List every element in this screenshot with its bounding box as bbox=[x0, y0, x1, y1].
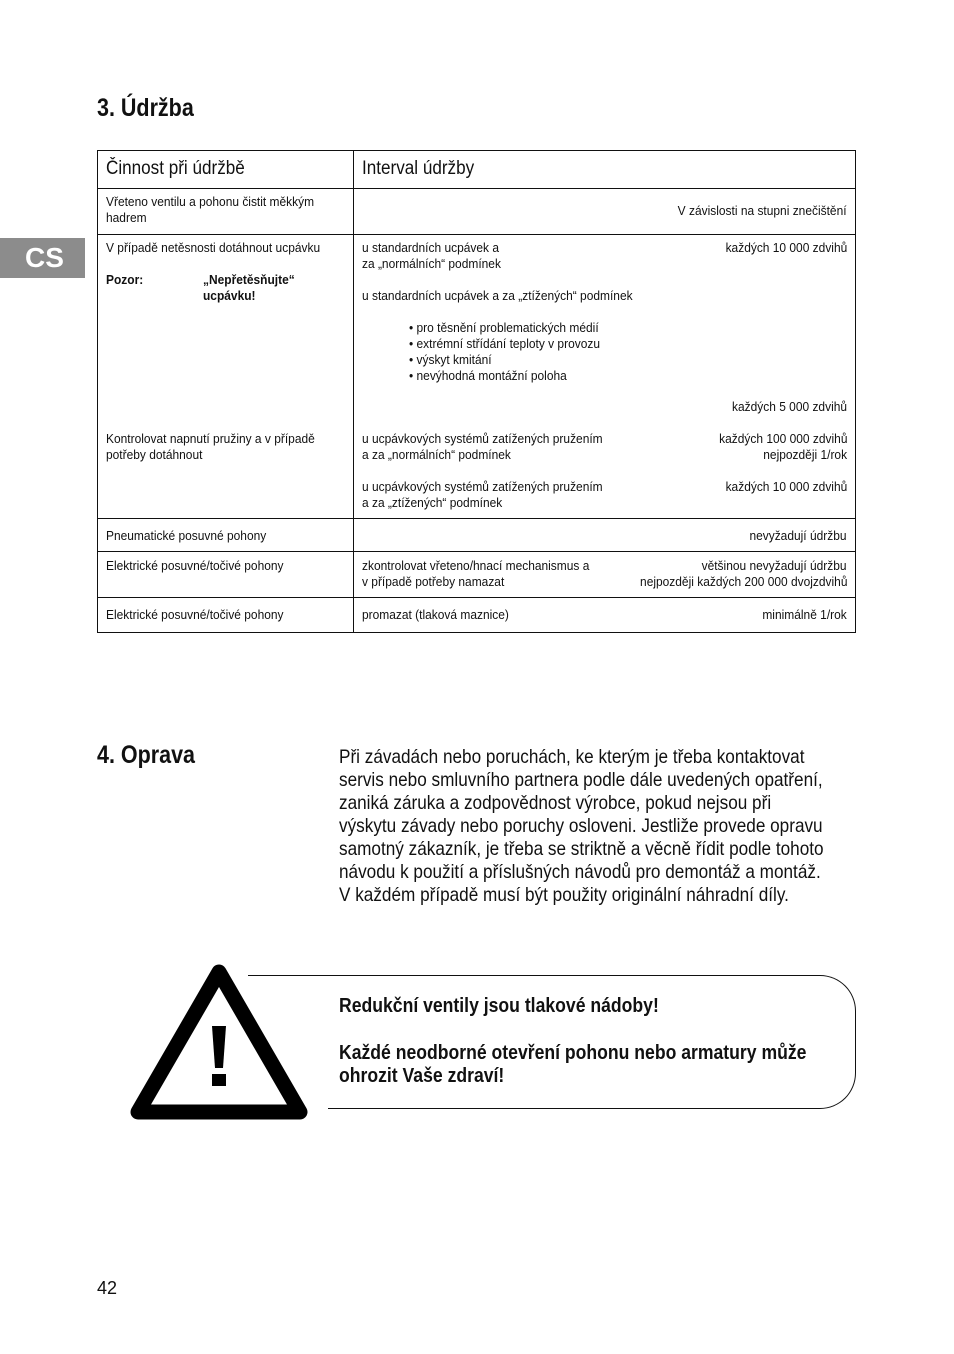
table-cell: u standardních ucpávek a bbox=[362, 240, 499, 255]
table-cell: Vřeteno ventilu a pohonu čistit měkkým bbox=[106, 194, 315, 209]
table-cell: Pneumatické posuvné pohony bbox=[106, 528, 267, 543]
table-cell: minimálně 1/rok bbox=[762, 607, 847, 622]
table-cell: nejpozději každých 200 000 dvojzdvihů bbox=[639, 574, 847, 589]
language-tab: CS bbox=[0, 238, 85, 278]
table-cell: nejpozději 1/rok bbox=[763, 447, 847, 462]
table-cell: zkontrolovat vřeteno/hnací mechanismus a bbox=[362, 558, 590, 573]
paragraph-line: servis nebo smluvního partnera podle dále uvedených opatření, bbox=[339, 769, 823, 791]
table-cell: Kontrolovat napnutí pružiny a v případě bbox=[106, 431, 315, 446]
table-row-divider bbox=[98, 551, 855, 552]
table-cell: většinou nevyžadují údržbu bbox=[702, 558, 847, 573]
list-item: • pro těsnění problematických médií bbox=[409, 320, 599, 335]
caution-text: „Nepřetěsňujte“ bbox=[203, 272, 295, 287]
header-activity: Činnost při údržbě bbox=[106, 158, 245, 179]
table-cell: v případě potřeby namazat bbox=[362, 574, 505, 589]
maintenance-table bbox=[97, 150, 856, 633]
header-interval: Interval údržby bbox=[362, 158, 475, 179]
table-cell: a za „normálních“ podmínek bbox=[362, 447, 511, 462]
table-cell: promazat (tlaková maznice) bbox=[362, 607, 509, 622]
table-cell: u ucpávkových systémů zatížených pružením bbox=[362, 431, 603, 446]
table-cell: každých 10 000 zdvihů bbox=[725, 479, 847, 494]
repair-paragraph bbox=[339, 746, 857, 907]
paragraph-line: zaniká záruka a zodpovědnost výrobce, pokud nejsou při bbox=[339, 792, 772, 814]
warning-triangle-icon bbox=[130, 964, 308, 1120]
table-cell: V závislosti na stupni znečištění bbox=[678, 203, 847, 218]
table-column-divider bbox=[353, 151, 354, 632]
warning-headline: Redukční ventily jsou tlakové nádoby! bbox=[339, 995, 659, 1017]
table-cell: každých 5 000 zdvihů bbox=[731, 399, 847, 414]
table-cell: a za „ztížených“ podmínek bbox=[362, 495, 503, 510]
caution-text: ucpávku! bbox=[203, 288, 256, 303]
list-item: • extrémní střídání teploty v provozu bbox=[409, 336, 600, 351]
table-row-divider bbox=[98, 518, 855, 519]
paragraph-line: V každém případě musí být použity originální náhradní díly. bbox=[339, 884, 789, 906]
section-title-maintenance: 3. Údržba bbox=[97, 94, 194, 122]
table-cell: V případě netěsnosti dotáhnout ucpávku bbox=[106, 240, 321, 255]
list-item: • nevýhodná montážní poloha bbox=[409, 368, 567, 383]
paragraph-line: výskytu závady nebo poruchy osloveni. Jestliže provede opravu bbox=[339, 815, 823, 837]
table-cell: každých 10 000 zdvihů bbox=[725, 240, 847, 255]
table-row-divider bbox=[98, 597, 855, 598]
warning-text: ohrozit Vaše zdraví! bbox=[339, 1065, 505, 1087]
table-cell: každých 100 000 zdvihů bbox=[718, 431, 847, 446]
caution-label: Pozor: bbox=[106, 272, 144, 287]
paragraph-line: Při závadách nebo poruchách, ke kterým je třeba kontaktovat bbox=[339, 746, 805, 768]
table-cell: Elektrické posuvné/točivé pohony bbox=[106, 558, 284, 573]
table-cell: nevyžadují údržbu bbox=[749, 528, 847, 543]
paragraph-line: návodu k použití a příslušných návodů pro demontáž a montáž. bbox=[339, 861, 821, 883]
paragraph-line: samotný zákazník, je třeba se striktně a věcně řídit podle tohoto bbox=[339, 838, 824, 860]
table-cell: za „normálních“ podmínek bbox=[362, 256, 501, 271]
table-cell: u standardních ucpávek a za „ztížených“ podmínek bbox=[362, 288, 633, 303]
page-number: 42 bbox=[97, 1278, 118, 1298]
table-cell: hadrem bbox=[106, 210, 147, 225]
table-cell: potřeby dotáhnout bbox=[106, 447, 203, 462]
table-cell: u ucpávkových systémů zatížených pružením bbox=[362, 479, 603, 494]
table-cell: Elektrické posuvné/točivé pohony bbox=[106, 607, 284, 622]
warning-text: Každé neodborné otevření pohonu nebo armatury může bbox=[339, 1042, 807, 1064]
table-row-divider bbox=[98, 188, 855, 189]
section-title-repair: 4. Oprava bbox=[97, 741, 195, 769]
table-row-divider bbox=[98, 234, 855, 235]
list-item: • výskyt kmitání bbox=[409, 352, 492, 367]
